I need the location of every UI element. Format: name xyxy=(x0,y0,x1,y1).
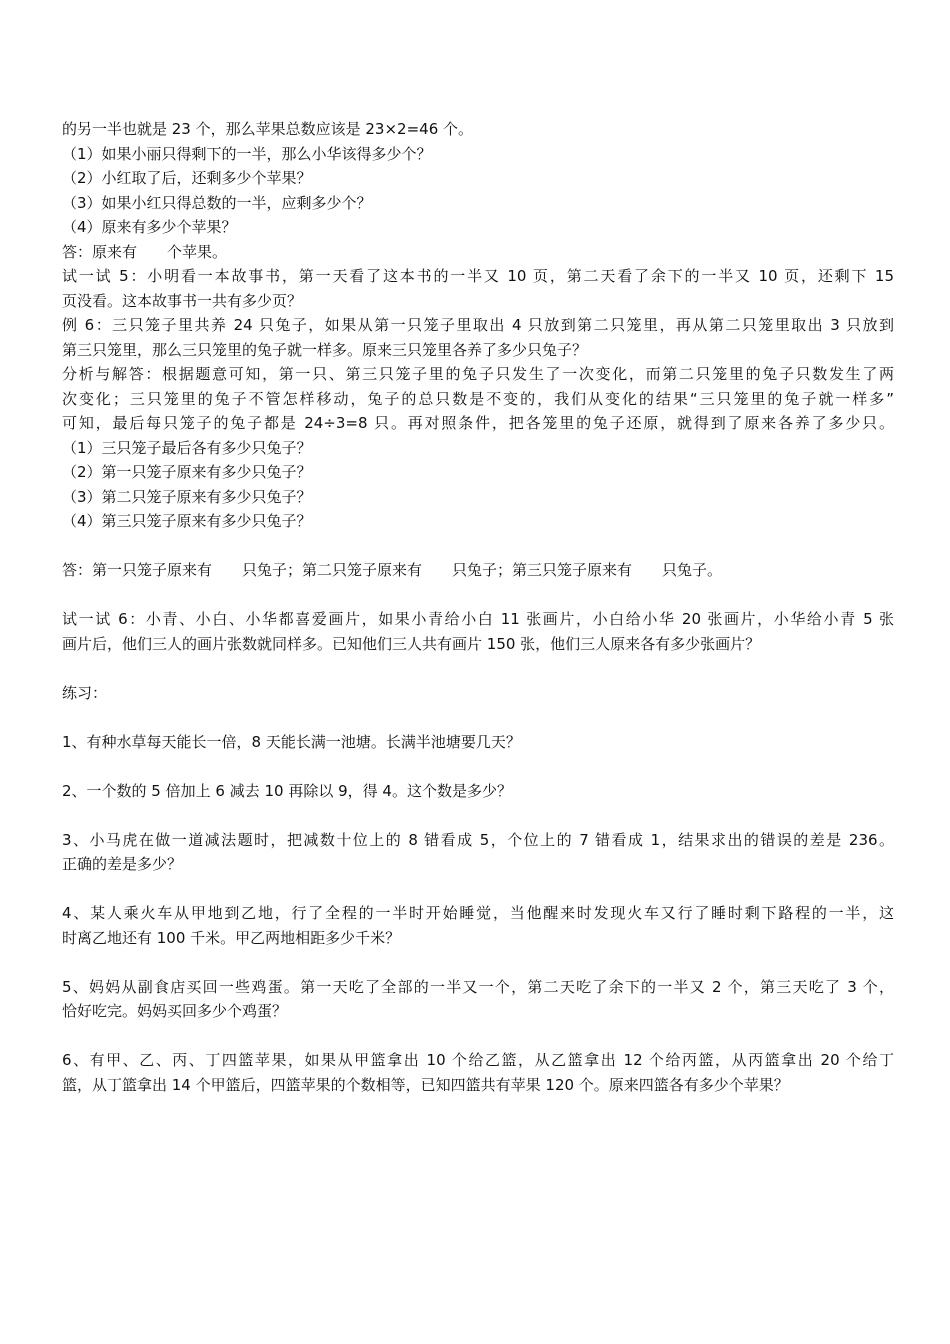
practice-item-4: 4、某人乘火车从甲地到乙地，行了全程的一半时开始睡觉，当他醒来时发现火车又行了睡时剩下路程的一半，这 xyxy=(62,904,894,922)
question-line: （1）如果小丽只得剩下的一半，那么小华该得多少个？ xyxy=(62,144,432,163)
blank-line xyxy=(62,754,894,779)
answer-line: 答：原来有 个苹果。 xyxy=(62,242,228,261)
blank-line xyxy=(62,950,894,975)
question-line: （4）原来有多少个苹果？ xyxy=(62,218,237,236)
analysis-line: 可知，最后每只笼子的兔子都是 24÷3=8 只。再对照条件，把各笼里的兔子还原，就得到了原来各养了多少只。 xyxy=(62,414,894,432)
practice-item-1: 1、有种水草每天能长一倍，8 天能长满一池塘。长满半池塘要几天？ xyxy=(62,732,521,751)
blank-line xyxy=(62,803,894,828)
answer-line: 答：第一只笼子原来有 只兔子；第二只笼子原来有 只兔子；第三只笼子原来有 只兔子。 xyxy=(62,561,723,579)
question-line: （3）第二只笼子原来有多少只兔子？ xyxy=(62,487,312,506)
blank-line xyxy=(62,705,894,730)
practice-item-6: 篮，从丁篮拿出 14 个甲篮后，四篮苹果的个数相等，已知四篮共有苹果 120 个。原来四篮各有多少个苹果？ xyxy=(62,1075,789,1094)
text-line: 的另一半也就是 23 个，那么苹果总数应该是 23×2=46 个。 xyxy=(62,120,474,138)
blank-line xyxy=(62,877,894,902)
blank-line xyxy=(62,1024,894,1049)
analysis-line: 分析与解答：根据题意可知，第一只、第三只笼子里的兔子只发生了一次变化，而第二只笼里的兔子只数发生了两 xyxy=(62,365,894,383)
document-page xyxy=(62,117,894,1097)
blank-line xyxy=(62,656,894,681)
question-line: （4）第三只笼子原来有多少只兔子？ xyxy=(62,512,312,530)
exercise-5-line: 试一试 5：小明看一本故事书，第一天看了这本书的一半又 10 页，第二天看了余下的一半又 10 页，还剩下 15 xyxy=(62,267,894,285)
question-line: （1）三只笼子最后各有多少只兔子？ xyxy=(62,438,312,457)
practice-item-5: 5、妈妈从副食店买回一些鸡蛋。第一天吃了全部的一半又一个，第二天吃了余下的一半又 2 个，第三天吃了 3 个， xyxy=(62,977,894,996)
analysis-line: 次变化；三只笼里的兔子不管怎样移动，兔子的总只数是不变的，我们从变化的结果“三只笼里的兔子就一样多” xyxy=(62,389,894,408)
question-line: （2）小红取了后，还剩多少个苹果？ xyxy=(62,169,312,187)
practice-heading: 练习： xyxy=(62,683,108,702)
exercise-6-line: 画片后，他们三人的画片张数就同样多。已知他们三人共有画片 150 张，他们三人原来各有多少张画片？ xyxy=(62,634,761,653)
question-line: （3）如果小红只得总数的一半，应剩多少个？ xyxy=(62,193,372,212)
exercise-5-line: 页没看。这本故事书一共有多少页？ xyxy=(62,291,303,310)
blank-line xyxy=(62,583,894,608)
practice-item-2: 2、一个数的 5 倍加上 6 减去 10 再除以 9，得 4。这个数是多少？ xyxy=(62,781,512,800)
example-6-line: 第三只笼里，那么三只笼里的兔子就一样多。原来三只笼里各养了多少只兔子？ xyxy=(62,340,588,359)
practice-item-4: 时离乙地还有 100 千米。甲乙两地相距多少千米？ xyxy=(62,928,401,947)
exercise-6-line: 试一试 6：小青、小白、小华都喜爱画片，如果小青给小白 11 张画片，小白给小华 20 张画片，小华给小青 5 张 xyxy=(62,610,894,628)
blank-line xyxy=(62,534,894,559)
question-line: （2）第一只笼子原来有多少只兔子？ xyxy=(62,463,312,481)
practice-item-6: 6、有甲、乙、丙、丁四篮苹果，如果从甲篮拿出 10 个给乙篮，从乙篮拿出 12 个给丙篮，从丙篮拿出 20 个给丁 xyxy=(62,1051,894,1069)
example-6-line: 例 6：三只笼子里共养 24 只兔子，如果从第一只笼子里取出 4 只放到第二只笼里，再从第二只笼里取出 3 只放到 xyxy=(62,316,894,334)
practice-item-3: 3、小马虎在做一道减法题时，把减数十位上的 8 错看成 5，个位上的 7 错看成 1，结果求出的错误的差是 236。 xyxy=(62,830,894,849)
practice-item-5: 恰好吃完。妈妈买回多少个鸡蛋？ xyxy=(62,1002,288,1020)
practice-item-3: 正确的差是多少？ xyxy=(62,855,183,873)
